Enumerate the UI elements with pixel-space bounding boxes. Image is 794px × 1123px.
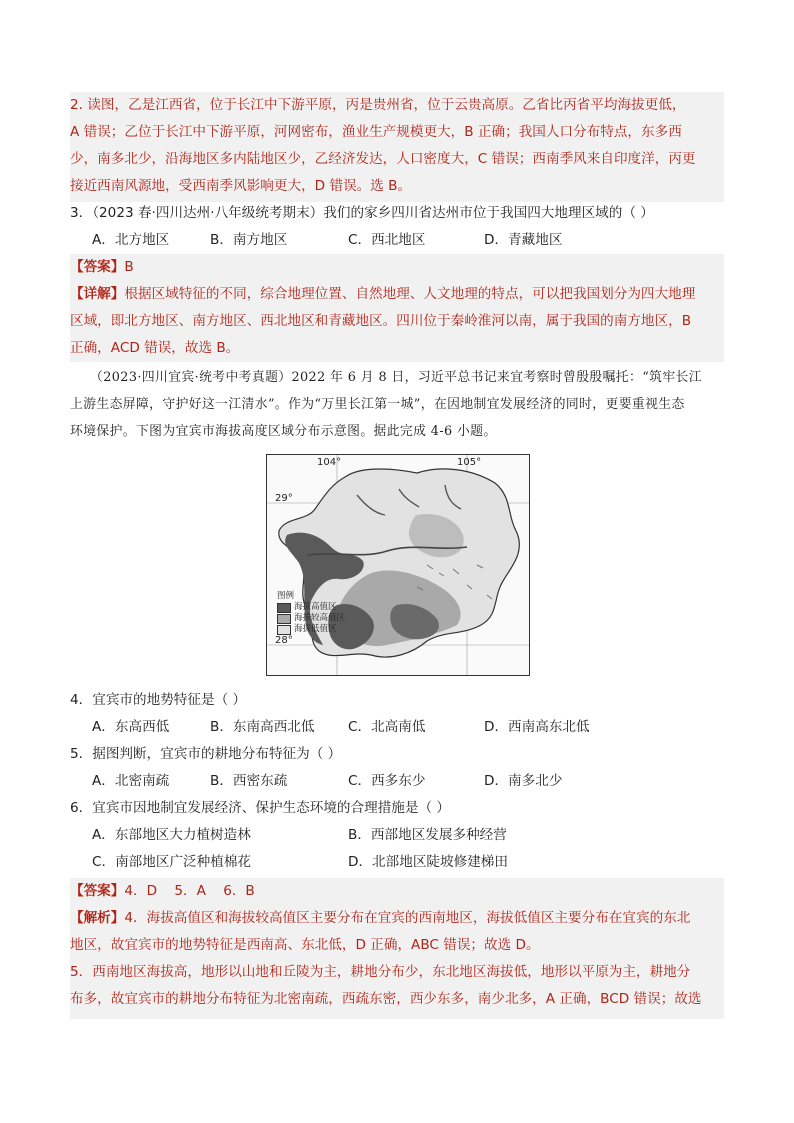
- option-c: C．南部地区广泛种植棉花: [92, 854, 252, 870]
- lat-label-29: 29°: [275, 493, 293, 504]
- option-a: A．东部地区大力植树造林: [92, 827, 251, 843]
- q3-detail: [70, 281, 724, 362]
- legend-label: 海拔较高值区: [294, 613, 346, 623]
- text-line: 地区，故宜宾市的地势特征是西南高、东北低，D 正确，ABC 错误；故选 D。: [70, 937, 540, 953]
- legend-item-high: [277, 602, 345, 613]
- q5-options: [92, 768, 712, 795]
- text-line: （2023·四川宜宾·统考中考真题）2022 年 6 月 8 日，习近平总书记来宜考察时曾殷殷嘱托：“筑牢长江: [90, 370, 702, 385]
- q3-options: [92, 227, 712, 254]
- yibin-elevation-map: [266, 454, 530, 676]
- lon-label-105: 105°: [457, 457, 482, 468]
- question-text: 4．宜宾市的地势特征是（ ）: [70, 692, 247, 708]
- detail-label: 【详解】: [70, 286, 125, 302]
- q2-explanation: [70, 92, 724, 202]
- legend-swatch-high: [277, 603, 291, 613]
- passage: [70, 364, 724, 445]
- option-a: A．东高西低: [92, 719, 170, 735]
- q3-stem: [70, 200, 724, 227]
- map-graphic: [267, 455, 529, 675]
- answer-label: 【答案】: [70, 883, 125, 899]
- legend-swatch-mid: [277, 614, 291, 624]
- option-b: B．西密东疏: [210, 773, 288, 789]
- text-line: A 错误；乙位于长江中下游平原，河网密布，渔业生产规模更大，B 正确；我国人口分布特点，东多西: [70, 124, 682, 140]
- text-line: 正确，ACD 错误，故选 B。: [70, 340, 240, 356]
- answer-values: 4．D 5．A 6．B: [124, 883, 255, 899]
- text-line: 5．西南地区海拔高，地形以山地和丘陵为主，耕地分布少，东北地区海拔低，地形以平原为主，耕地分: [70, 964, 691, 980]
- legend-item-low: [277, 624, 345, 635]
- option-a: A．北方地区: [92, 232, 170, 248]
- question-text: 3．（2023 春·四川达州·八年级统考期末）我们的家乡四川省达州市位于我国四大地理区域的（ ）: [70, 205, 654, 221]
- option-d: D．南多北少: [484, 773, 563, 789]
- text-line: 接近西南风源地，受西南季风影响更大，D 错误。选 B。: [70, 178, 412, 194]
- option-d: D．北部地区陡坡修建梯田: [348, 854, 508, 870]
- option-c: C．西多东少: [348, 773, 426, 789]
- text-line: 布多，故宜宾市的耕地分布特征为北密南疏，西疏东密，西少东多，南少北多，A 正确，BCD 错误；故选: [70, 991, 702, 1007]
- text-line: 区域，即北方地区、南方地区、西北地区和青藏地区。四川位于秦岭淮河以南，属于我国的南方地区，B: [70, 313, 692, 329]
- text-line: 少，南多北少，沿海地区多内陆地区少，乙经济发达，人口密度大，C 错误；西南季风来自印度洋，丙更: [70, 151, 696, 167]
- text-line: 根据区域特征的不同，综合地理位置、自然地理、人文地理的特点，可以把我国划分为四大地理: [124, 286, 696, 302]
- answer-value: B: [124, 259, 134, 275]
- option-c: C．北高南低: [348, 719, 426, 735]
- q4-stem: [70, 687, 724, 714]
- map-legend: [277, 591, 345, 635]
- analysis-4-6: [70, 905, 724, 1019]
- legend-swatch-low: [277, 625, 291, 635]
- question-text: 6．宜宾市因地制宜发展经济、保护生态环境的合理措施是（ ）: [70, 800, 450, 816]
- q5-stem: [70, 741, 724, 768]
- legend-item-mid: [277, 613, 345, 624]
- text-line: 2. 读图，乙是江西省，位于长江中下游平原，丙是贵州省，位于云贵高原。乙省比丙省平均海拔更低，: [70, 97, 686, 113]
- legend-label: 海拔低值区: [294, 624, 337, 634]
- option-d: D．西南高东北低: [484, 719, 590, 735]
- lon-label-104: 104°: [317, 457, 342, 468]
- option-b: B．东南高西北低: [210, 719, 315, 735]
- q6-options: [92, 822, 712, 876]
- q6-stem: [70, 795, 724, 822]
- q4-options: [92, 714, 712, 741]
- option-c: C．西北地区: [348, 232, 426, 248]
- option-a: A．北密南疏: [92, 773, 170, 789]
- option-b: B．西部地区发展多种经营: [348, 827, 507, 843]
- legend-label: 海拔高值区: [294, 602, 337, 612]
- text-line: 环境保护。下图为宜宾市海拔高度区域分布示意图。据此完成 4-6 小题。: [70, 424, 497, 439]
- answers-4-6: [70, 878, 724, 905]
- option-b: B．南方地区: [210, 232, 288, 248]
- q3-answer: [70, 254, 724, 281]
- lat-label-28: 28°: [275, 635, 293, 646]
- analysis-label: 【解析】: [70, 910, 125, 926]
- question-text: 5．据图判断，宜宾市的耕地分布特征为（ ）: [70, 746, 342, 762]
- text-line: 4．海拔高值区和海拔较高值区主要分布在宜宾的西南地区，海拔低值区主要分布在宜宾的东北: [124, 910, 691, 926]
- text-line: 上游生态屏障，守护好这一江清水”。作为“万里长江第一城”，在因地制宜发展经济的同时，更要重视生态: [70, 397, 685, 412]
- answer-label: 【答案】: [70, 259, 125, 275]
- option-d: D．青藏地区: [484, 232, 563, 248]
- legend-title: 图例: [277, 591, 295, 601]
